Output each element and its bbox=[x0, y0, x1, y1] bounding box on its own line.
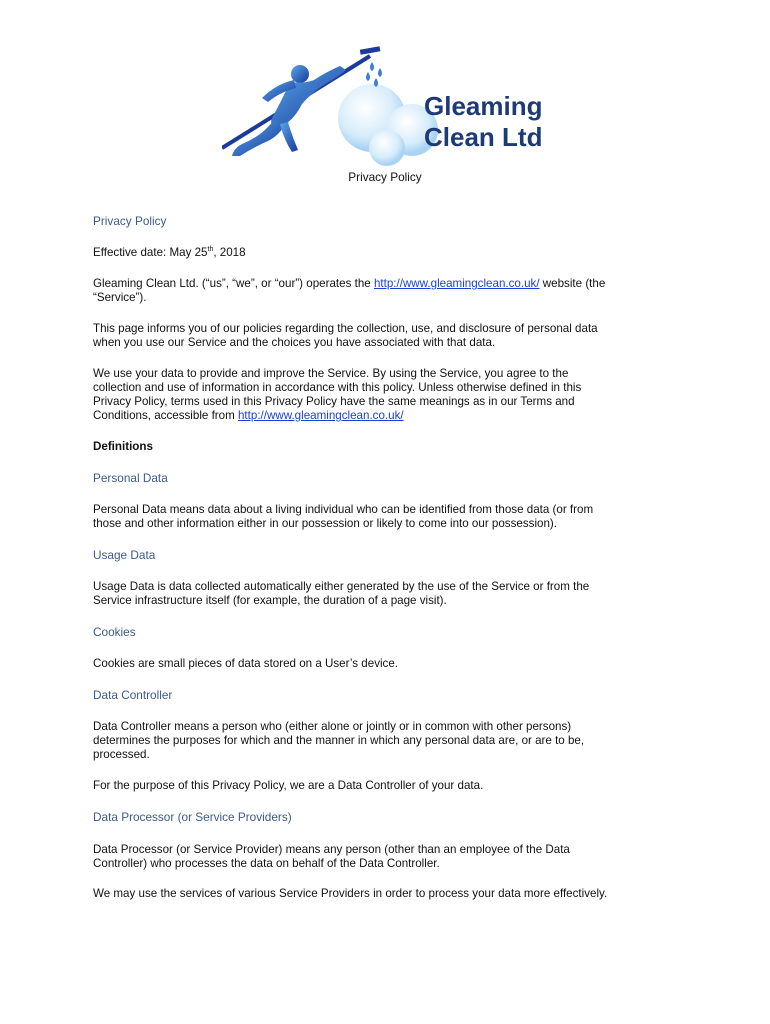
intro-p1-line2: “Service”). bbox=[93, 291, 147, 304]
data-controller-paragraph bbox=[93, 720, 678, 762]
personal-data-line2: those and other information either in our possession or likely to come into our possession). bbox=[93, 517, 557, 530]
data-processor-paragraph-2: We may use the services of various Service Providers in order to process your data more effectively. bbox=[93, 887, 608, 900]
definitions-heading: Definitions bbox=[93, 440, 153, 453]
data-controller-paragraph-2: For the purpose of this Privacy Policy, we are a Data Controller of your data. bbox=[93, 779, 484, 792]
intro-paragraph-2 bbox=[93, 322, 678, 350]
intro-p3-line3: Privacy Policy, terms used in this Privacy Policy have the same meanings as in our Terms and bbox=[93, 395, 575, 408]
website-link-2[interactable]: http://www.gleamingclean.co.uk/ bbox=[237, 409, 404, 422]
usage-data-line1: Usage Data is data collected automatically either generated by the use of the Service or from the bbox=[93, 580, 590, 593]
usage-data-line2: Service infrastructure itself (for example, the duration of a page visit). bbox=[93, 594, 447, 607]
data-controller-line1: Data Controller means a person who (either alone or jointly or in common with other persons) bbox=[93, 720, 572, 733]
cleaner-figure-icon bbox=[232, 65, 346, 156]
usage-data-heading: Usage Data bbox=[93, 548, 156, 562]
data-processor-line2: Controller) who processes the data on behalf of the Data Controller. bbox=[93, 857, 440, 870]
cookies-paragraph: Cookies are small pieces of data stored on a User’s device. bbox=[93, 657, 399, 670]
personal-data-paragraph bbox=[93, 503, 678, 531]
effective-date bbox=[93, 246, 678, 260]
intro-p3-line1: We use your data to provide and improve the Service. By using the Service, you agree to the bbox=[93, 367, 569, 380]
company-logo bbox=[222, 40, 562, 170]
data-controller-line3: processed. bbox=[93, 748, 150, 761]
website-link[interactable]: http://www.gleamingclean.co.uk/ bbox=[373, 277, 540, 290]
intro-p3-line2: collection and use of information in accordance with this policy. Unless otherwise defined in this bbox=[93, 381, 582, 394]
intro-paragraph-1 bbox=[93, 277, 678, 305]
intro-p1-text: Gleaming Clean Ltd. (“us”, “we”, or “our”) operates the bbox=[93, 277, 374, 290]
effective-date-sup: th bbox=[207, 246, 214, 254]
intro-p2-line1: This page informs you of our policies regarding the collection, use, and disclosure of personal data bbox=[93, 322, 598, 335]
document-title: Privacy Policy bbox=[348, 170, 422, 184]
effective-date-prefix: Effective date: May 25 bbox=[93, 246, 208, 259]
personal-data-line1: Personal Data means data about a living individual who can be identified from those data (or from bbox=[93, 503, 594, 516]
squeegee-head bbox=[360, 46, 381, 54]
logo-text-line2: Clean Ltd bbox=[424, 122, 543, 152]
usage-data-paragraph bbox=[93, 580, 678, 608]
data-controller-heading: Data Controller bbox=[93, 688, 173, 702]
water-drop-icon bbox=[378, 68, 382, 77]
intro-paragraph-3 bbox=[93, 367, 678, 423]
logo-text-line1: Gleaming bbox=[424, 91, 543, 121]
water-drop-icon bbox=[370, 62, 374, 71]
data-processor-paragraph bbox=[93, 843, 678, 871]
section-heading-privacy-policy: Privacy Policy bbox=[93, 214, 167, 228]
intro-p3-line4: Conditions, accessible from bbox=[93, 409, 238, 422]
data-processor-heading: Data Processor (or Service Providers) bbox=[93, 810, 292, 824]
logo-graphic bbox=[222, 40, 562, 170]
cookies-heading: Cookies bbox=[93, 625, 136, 639]
effective-date-suffix: , 2018 bbox=[213, 246, 246, 259]
bubble-small bbox=[369, 130, 405, 166]
data-processor-line1: Data Processor (or Service Provider) means any person (other than an employee of the Data bbox=[93, 843, 570, 856]
personal-data-heading: Personal Data bbox=[93, 471, 168, 485]
intro-p1-after: website (the bbox=[539, 277, 606, 290]
water-drop-icon bbox=[366, 72, 370, 81]
data-controller-line2: determines the purposes for which and the manner in which any personal data are, or are to be, bbox=[93, 734, 585, 747]
intro-p2-line2: when you use our Service and the choices you have associated with that data. bbox=[93, 336, 496, 349]
